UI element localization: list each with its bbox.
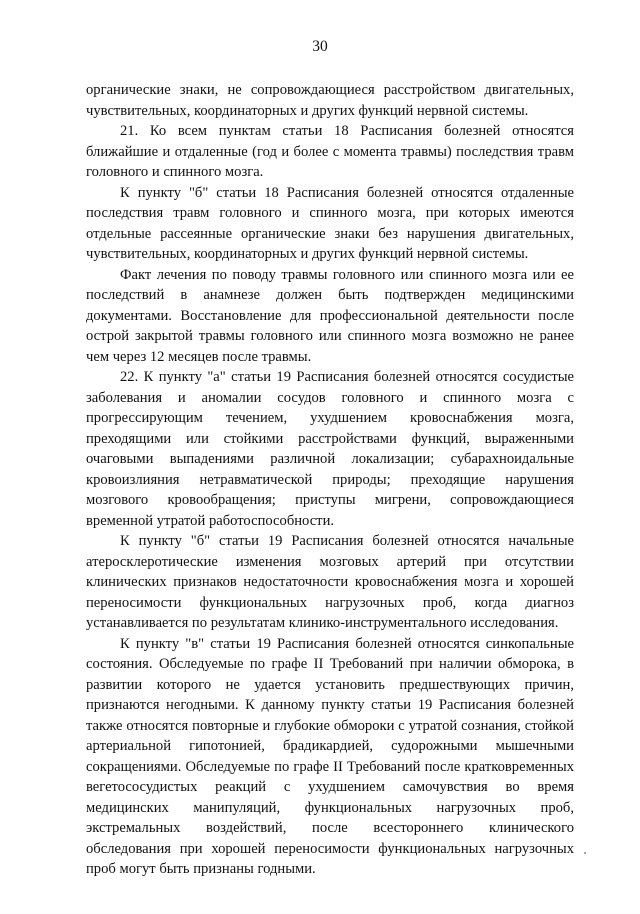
paragraph-2: 21. Ко всем пунктам статьи 18 Расписания болезней относятся ближайшие и отдаленные (год и более с момента травмы) последствия травм головного и спинного мозга. bbox=[86, 123, 574, 180]
paragraph-5: 22. К пункту "а" статьи 19 Расписания болезней относятся сосудистые заболевания и аномалии сосудов головного и спинного мозга с прогрессирующим течением, ухудшением кровоснабжения мозга, преходящими или стойкими расстройствами функций, выраженными очаговыми выпадениями различной локализации; субарахноидальные кровоизлияния нетравматической природы; преходящие нарушения мозгового кровообращения; приступы мигрени, сопровождающиеся временной утратой работоспособности. bbox=[86, 369, 574, 529]
scan-speck bbox=[584, 852, 586, 854]
page-number: 30 bbox=[312, 38, 328, 55]
paragraph-7: К пункту "в" статьи 19 Расписания болезней относятся синкопальные состояния. Обследуемые по графе II Требований при наличии обморока, в развитии которого не удается установить предшествующих причин, признаются негодными. К данному пункту статьи 19 Расписания болезней также относятся повторные и глубокие обмороки с утратой сознания, стойкой артериальной гипотонией, брадикардией, судорожными мышечными сокращениями. Обследуемые по графе II Требований после кратковременных вегетососудистых реакций с ухудшением самочувствия во время медицинских манипуляций, функциональных нагрузочных проб, экстремальных воздействий, после всестороннего клинического обследования при хорошей переносимости функциональных нагрузочных проб могут быть признаны годными. bbox=[86, 635, 574, 877]
document-body bbox=[86, 80, 574, 880]
paragraph-6: К пункту "б" статьи 19 Расписания болезней относятся начальные атеросклеротические изменения мозговых артерий при отсутствии клинических признаков недостаточности кровоснабжения мозга и хорошей переносимости функциональных нагрузочных проб, когда диагноз устанавливается по результатам клинико-инструментального исследования. bbox=[86, 533, 574, 631]
paragraph-1: органические знаки, не сопровождающиеся расстройством двигательных, чувствительных, координаторных и других функций нервной системы. bbox=[86, 82, 574, 119]
paragraph-3: К пункту "б" статьи 18 Расписания болезней относятся отдаленные последствия травм головного и спинного мозга, при которых имеются отдельные рассеянные органические знаки без нарушения двигательных, чувствительных, координаторных и других функций нервной системы. bbox=[86, 184, 574, 262]
paragraph-4: Факт лечения по поводу травмы головного или спинного мозга или ее последствий в анамнезе должен быть подтвержден медицинскими документами. Восстановление для профессиональной деятельности после острой закрытой травмы головного или спинного мозга возможно не ранее чем через 12 месяцев после травмы. bbox=[86, 266, 574, 365]
